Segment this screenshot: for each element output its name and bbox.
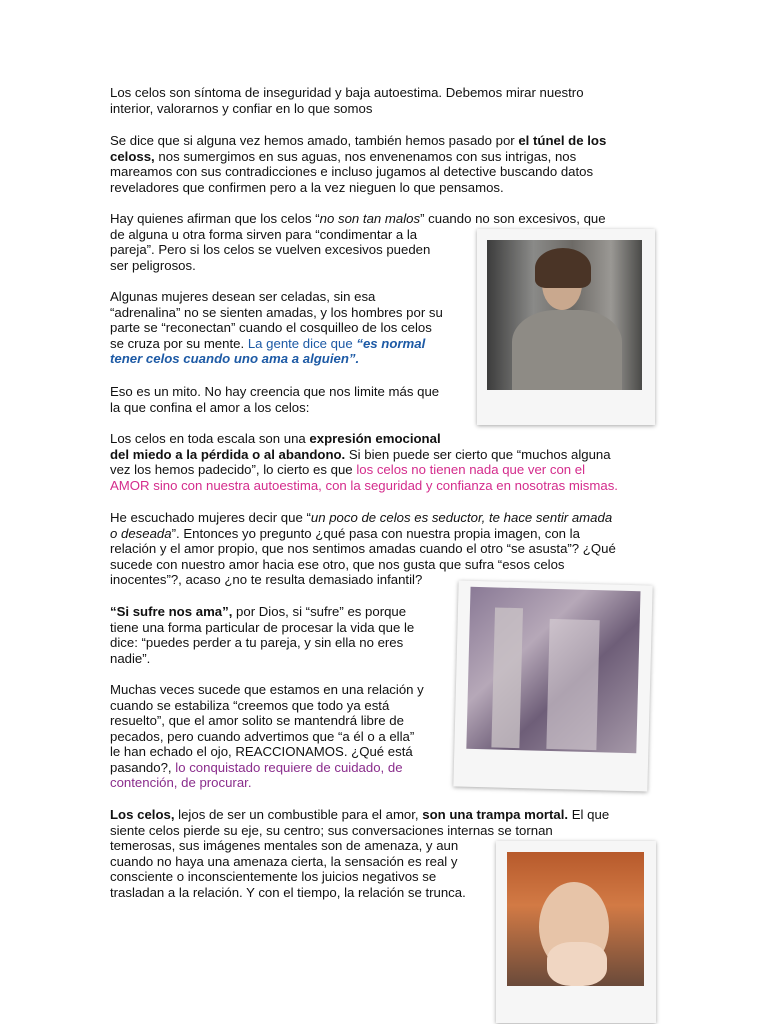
text-run: no son tan malos (319, 211, 421, 226)
text-run: Hay quienes afirman que los celos “ (110, 211, 320, 226)
text-run: un poco de celos es seductor, te hace sentir amada o deseada (110, 510, 613, 541)
text-run: Se dice que si alguna vez hemos amado, también hemos pasado por (110, 133, 519, 148)
text-run: Eso es un mito. No hay creencia que nos limite más que la que confina el amor a los celos: (110, 384, 440, 415)
text-run: ” cuando no son excesivos, que de alguna u otra forma sirven para “condimentar a la pareja”. Pero si los celos se vuelven excesivos pueden ser peligrosos. (110, 211, 606, 273)
text-run: expresión emocional del miedo a la pérdida o al abandono. (110, 431, 441, 462)
paragraph-seductive (110, 510, 616, 588)
photo-fence (453, 580, 652, 791)
text-run: son una trampa mortal. (422, 807, 569, 822)
paragraph-adrenaline (110, 289, 443, 367)
text-run: lo conquistado requiere de cuidado, de contención, de procurar. (110, 759, 403, 790)
text-run: Si bien puede ser cierto que “muchos alguna vez los hemos padecido”, lo cierto es que (110, 446, 611, 477)
text-run: La gente dice que (247, 335, 357, 351)
photo-woman-coat (477, 229, 655, 425)
text-run: lejos de ser un combustible para el amor, (174, 807, 423, 822)
text-run: Los celos, (110, 807, 175, 822)
paragraph-intro (110, 85, 584, 116)
photo-woman-coat-image (487, 240, 642, 390)
text-run: Algunas mujeres desean ser celadas, sin esa “adrenalina” no se sienten amadas, y los hombres por su parte se “reconectan” cuando el cosquilleo de los celos se cruza por su mente. (110, 289, 443, 351)
text-run: Muchas veces sucede que estamos en una relación y cuando se estabiliza “creemos que todo ya está resuelto”, que el amor solito se mantendrá libre de pecados, pero cuando advertimos que “a él o a ella” le han echado el ojo, REACCIONAMOS. ¿Qué está pasando?, (110, 682, 424, 775)
text-run: el túnel de los celoss, (110, 133, 607, 164)
text-run: El que siente celos pierde su eje, su centro; sus conversaciones internas se tornan temerosas, sus imágenes mentales son de amenaza, y aun cuando no haya una amenaza cierta, la sensación es real y consciente o inconscientemente los juicios negativos se trasladan a la relación. Y con el tiempo, la relación se trunca. (110, 807, 610, 900)
text-run: Los celos en toda escala son una (110, 431, 310, 446)
paragraph-fear (110, 431, 618, 493)
photo-redhead-woman-image (507, 852, 644, 986)
paragraph-tunnel (110, 133, 606, 195)
text-run: “Si sufre nos ama”, (110, 604, 233, 619)
text-run: los celos no tienen nada que ver con el AMOR sino con nuestra autoestima, con la seguridad y confianza en nosotras mismas. (110, 462, 618, 493)
text-run: nos sumergimos en sus aguas, nos envenenamos con sus intrigas, nos mareamos con sus contradicciones e incluso jugamos al detective buscando datos reveladores que confirmen pero a la vez nieguen lo que pensamos. (110, 148, 594, 195)
paragraph-myth (110, 384, 439, 415)
text-run: Los celos son síntoma de inseguridad y baja autoestima. Debemos mirar nuestro interior, valorarnos y confiar en lo que somos (110, 85, 584, 116)
text-run: “es normal tener celos cuando uno ama a alguien”. (110, 335, 426, 366)
text-run: He escuchado mujeres decir que “ (110, 510, 311, 525)
photo-redhead-woman (496, 841, 656, 1023)
paragraph-suffers (110, 604, 414, 666)
photo-fence-image (466, 587, 640, 753)
text-run: ”. Entonces yo pregunto ¿qué pasa con nuestra propia imagen, con la relación y el amor propio, que nos sentimos amadas cuando el otro “se asusta”? ¿Qué sucede con nuestro amor hacia ese otro, que nos gusta que sufra “esos celos inocentes”?, acaso ¿no te resulta demasiado infantil? (110, 525, 616, 587)
paragraph-relationship (110, 682, 424, 791)
text-run: por Dios, si “sufre” es porque tiene una forma particular de procesar la vida que le dice: “puedes perder a tu pareja, y sin ella no eres nadie”. (110, 604, 415, 666)
